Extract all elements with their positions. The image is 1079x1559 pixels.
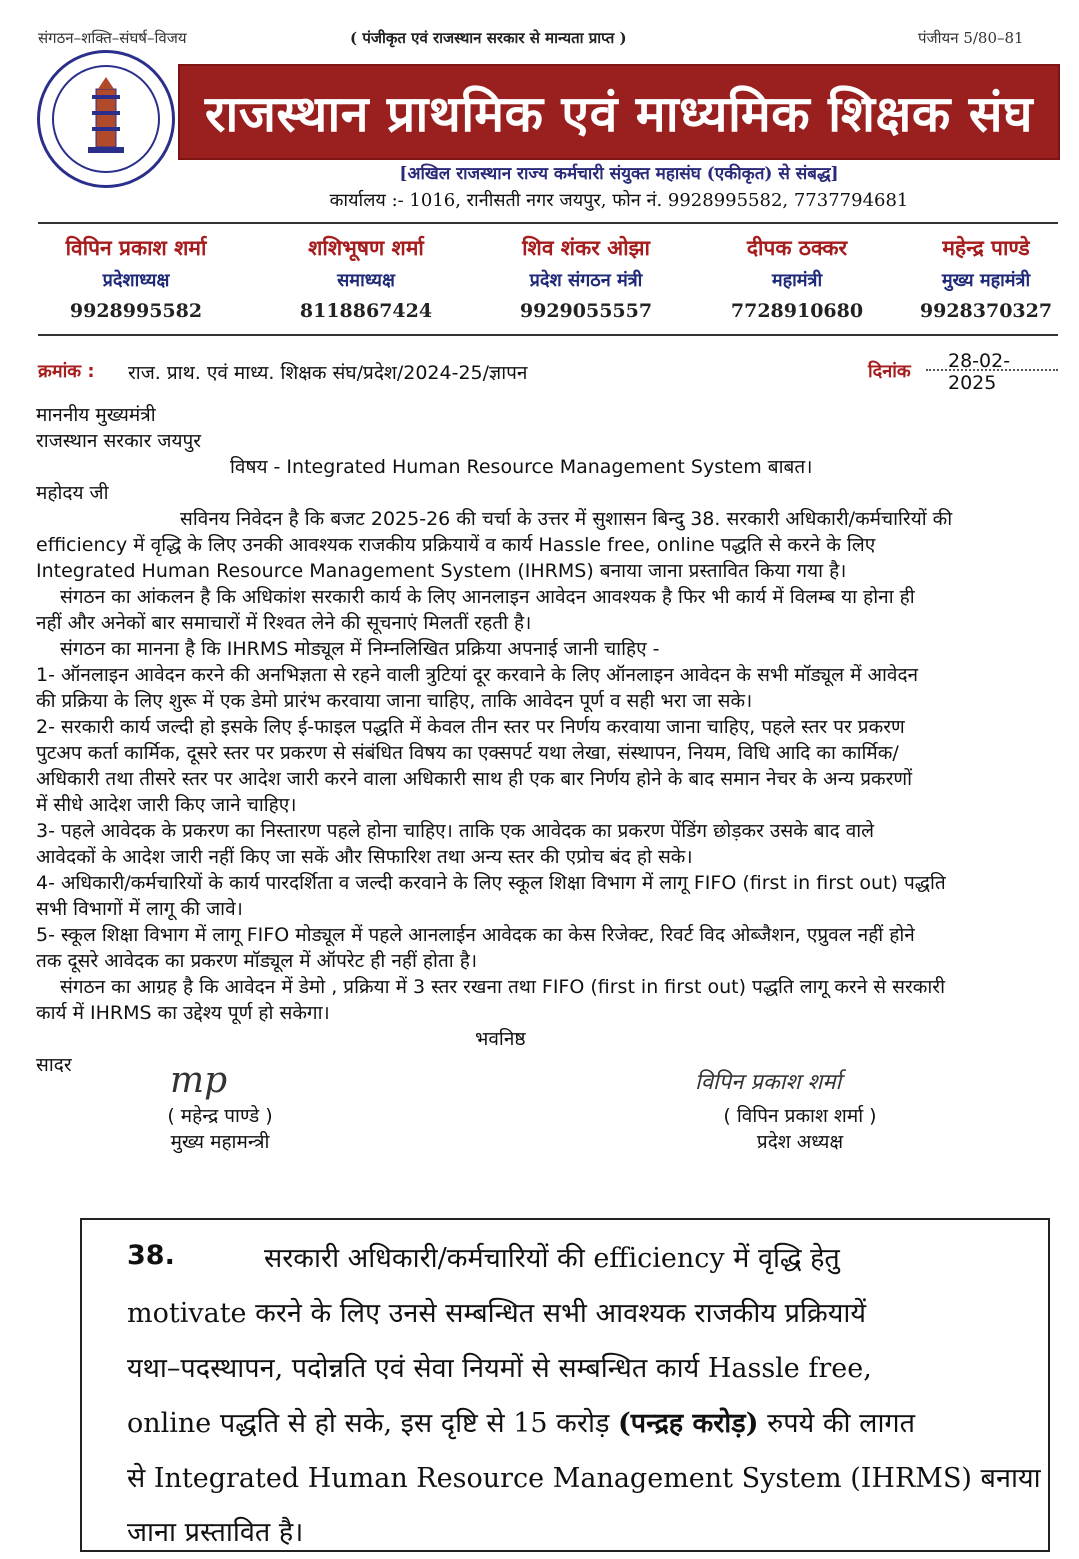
signatory-right-designation: प्रदेश अध्यक्ष [756,1131,844,1153]
signature-left: mp [170,1060,228,1101]
budget-excerpt-box [80,1218,1050,1552]
body-line: Integrated Human Resource Management System (IHRMS) बनाया जाना प्रस्तावित किया गया है। [36,560,847,582]
body-line: सभी विभागों में लागू की जावे। [36,898,243,920]
bearer-phone: 7728910680 [730,300,864,322]
bearer-phone: 9928995582 [69,300,203,322]
bearer-designation: महामंत्री [771,270,823,291]
tower-icon [54,67,158,171]
excerpt-text: रुपये की लागत [758,1408,916,1439]
bearer-phone: 8118867424 [299,300,433,322]
excerpt-line [127,1403,915,1440]
signature-right: विपिन प्रकाश शर्मा [695,1070,842,1095]
body-line: 5- स्कूल शिक्षा विभाग में लागू FIFO मोड्यूल में पहले आनलाईन आवेदक का केस रिजेक्ट, रिवर्ट विद ओब्जैशन, एप्रुवल नहीं होने [36,924,915,946]
excerpt-line: से Integrated Human Resource Management System (IHRMS) बनाया [127,1463,1041,1494]
closing: भवनिष्ठ [475,1028,526,1050]
signatory-right-name: ( विपिन प्रकाश शर्मा ) [723,1105,877,1127]
body-line: तक दूसरे आवेदक का प्रकरण मॉड्यूल में ऑपरेट ही नहीं होता है। [36,950,478,972]
office-bearer [697,234,897,322]
bearer-name: महेन्द्र पाण्डे [942,235,1030,260]
body-line: 4- अधिकारी/कर्मचारियों के कार्य पारदर्शिता व जल्दी करवाने के लिए स्कूल शिक्षा विभाग में लागू FIFO (first in first out) पद्धति [36,872,946,894]
excerpt-bold-amount: (पन्द्रह करोड़) [617,1408,759,1439]
regards: सादर [36,1054,72,1076]
excerpt-line: motivate करने के लिए उनसे सम्बन्धित सभी आवश्यक राजकीय प्रक्रियायें [127,1298,867,1329]
body-line: पुटअप कर्ता कार्मिक, दूसरे स्तर पर प्रकरण से संबंधित विषय का एक्सपर्ट यथा लेखा, संस्थापन, नियम, विधि आदि का कार्मिक/ [36,742,899,764]
signatory-left-designation: मुख्य महामन्त्री [170,1131,270,1153]
office-bearer [36,234,236,322]
bearer-name: शिव शंकर ओझा [522,235,650,260]
motto: संगठन–शक्ति–संघर्ष–विजय [38,29,187,47]
salutation: महोदय जी [36,482,109,504]
subject: विषय - Integrated Human Resource Management System बाबत। [230,456,813,478]
excerpt-line: सरकारी अधिकारी/कर्मचारियों की efficiency में वृद्धि हेतु [264,1243,840,1274]
excerpt-text: online पद्धति से हो सके, इस दृष्टि से 15 करोड़ [127,1408,618,1439]
body-line: की प्रक्रिया के लिए शुरू में एक डेमो प्रारंभ करवाया जाना चाहिए, ताकि आवेदन पूर्ण व सही भरा जा सके। [36,690,753,712]
excerpt-line: जाना प्रस्तावित है। [127,1517,304,1548]
seal-logo [37,50,175,188]
bearer-phone: 9929055557 [519,300,653,322]
body-line: संगठन का आग्रह है कि आवेदन में डेमो , प्रक्रिया में 3 स्तर रखना तथा FIFO (first in first out) पद्धति लागू करने से सरकारी [60,976,945,998]
bearer-name: शशिभूषण शर्मा [308,235,424,260]
body-line: में सीधे आदेश जारी किए जाने चाहिए। [36,794,297,816]
excerpt-line: यथा–पदस्थापन, पदोन्नति एवं सेवा नियमों से सम्बन्धित कार्य Hassle free, [127,1353,872,1384]
reference-label: क्रमांक : [38,361,95,382]
bearer-name: दीपक ठक्कर [746,235,848,260]
body-line: आवेदकों के आदेश जारी नहीं किए जा सकें और सिफारिश तथा अन्य स्तर की एप्रोच बंद हो सके। [36,846,693,868]
divider [38,334,1058,336]
bearer-designation: मुख्य महामंत्री [941,270,1031,291]
reference-number: राज. प्राथ. एवं माध्य. शिक्षक संघ/प्रदेश/2024-25/ज्ञापन [128,362,528,384]
date-value: 28-02-2025 [948,350,1011,394]
body-line: कार्य में IHRMS का उद्देश्य पूर्ण हो सकेगा। [36,1002,330,1024]
body-line: 2- सरकारी कार्य जल्दी हो इसके लिए ई-फाइल पद्धति में केवल तीन स्तर पर निर्णय करवाया जाना चाहिए, पहले स्तर पर प्रकरण [36,716,905,738]
divider [38,222,1058,224]
bearer-designation: प्रदेशाध्यक्ष [102,270,170,291]
affiliation: [अखिल राजस्थान राज्य कर्मचारी संयुक्त महासंघ (एकीकृत) से संबद्ध] [399,164,839,184]
addressee-line: राजस्थान सरकार जयपुर [36,430,202,452]
body-line: संगठन का आंकलन है कि अधिकांश सरकारी कार्य के लिए आनलाइन आवेदन आवश्यक है फिर भी कार्य में विलम्ब या होना ही [60,586,915,608]
bearer-phone: 9928370327 [919,300,1053,322]
office-bearer [486,234,686,322]
recognition-note: ( पंजीकृत एवं राजस्थान सरकार से मान्यता प्राप्त ) [350,29,627,47]
addressee-line: माननीय मुख्यमंत्री [36,404,156,426]
body-line: 3- पहले आवेदक के प्रकरण का निस्तारण पहले होना चाहिए। ताकि एक आवेदक का प्रकरण पेंडिंग छोड़कर उसके बाद वाले [36,820,875,842]
office-address: कार्यालय :- 1016, रानीसती नगर जयपुर, फोन नं. 9928995582, 7737794681 [329,190,909,211]
bearer-designation: प्रदेश संगठन मंत्री [529,270,643,291]
office-bearer [266,234,466,322]
date-label: दिनांक [868,361,911,382]
office-bearer [886,234,1079,322]
registration-number: पंजीयन 5/80–81 [918,29,1024,47]
organization-banner [178,64,1060,160]
body-line: सविनय निवेदन है कि बजट 2025-26 की चर्चा के उत्तर में सुशासन बिन्दु 38. सरकारी अधिकारी/कर्मचारियों की [180,508,953,530]
body-line: अधिकारी तथा तीसरे स्तर पर आदेश जारी करने वाला अधिकारी साथ ही एक बार निर्णय होने के बाद समान नेचर के अन्य प्रकरणों [36,768,913,790]
bearer-designation: समाध्यक्ष [337,270,395,291]
body-line: नहीं और अनेकों बार समाचारों में रिश्वत लेने की सूचनाएं मिलतीं रहती है। [36,612,532,634]
excerpt-number: 38. [127,1240,175,1271]
signatory-left-name: ( महेन्द्र पाण्डे ) [167,1105,273,1127]
body-line: संगठन का मानना है कि IHRMS मोड्यूल में निम्नलिखित प्रक्रिया अपनाई जानी चाहिए - [60,638,660,660]
bearer-name: विपिन प्रकाश शर्मा [65,235,207,260]
reference-row [38,350,1058,394]
body-line: efficiency में वृद्धि के लिए उनकी आवश्यक राजकीय प्रक्रियायें व कार्य Hassle free, online पद्धति से करने के लिए [36,534,876,556]
organization-name: राजस्थान प्राथमिक एवं माध्यमिक शिक्षक संघ [204,85,1034,143]
body-line: 1- ऑनलाइन आवेदन करने की अनभिज्ञता से रहने वाली त्रुटियां दूर करवाने के लिए ऑनलाइन आवेदन के सभी मॉड्यूल में आवेदन [36,664,919,686]
